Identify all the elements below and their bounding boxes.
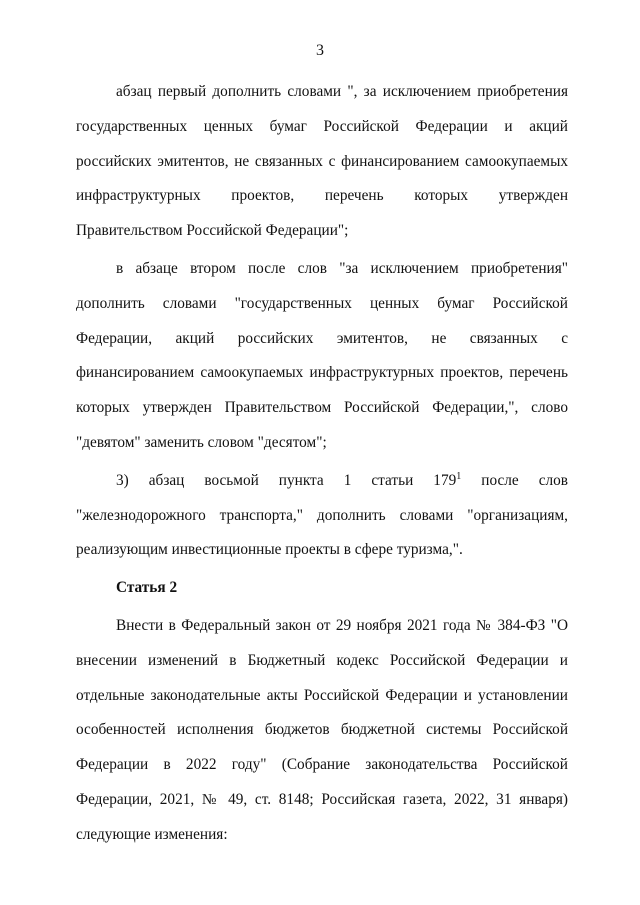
item-3-text-start: 3) абзац восьмой пункта 1 статьи 179	[116, 471, 457, 489]
paragraph-item-3	[76, 464, 568, 568]
article-heading: Статья 2	[116, 579, 178, 597]
item-3-text-end: после слов "железнодорожного транспорта," дополнить словами "организациям, реализующим инвестиционные проекты в сфере туризма,".	[76, 471, 568, 559]
paragraph-amend-second: в абзаце втором после слов "за исключением приобретения" дополнить словами "государственных ценных бумаг Российской Федерации, акций российских эмитентов, не связанных с финансированием самоокупаемых инфраструктурных проектов, перечень которых утвержден Правительством Российской Федерации,", слово "девятом" заменить словом "десятом";	[76, 259, 568, 451]
page-number: 3	[316, 42, 324, 59]
document-body	[76, 75, 568, 856]
paragraph-amend-first: абзац первый дополнить словами ", за исключением приобретения государственных ценных бумаг Российской Федерации и акций российских эмитентов, не связанных с финансированием самоокупаемых инфраструктурных проектов, перечень которых утвержден Правительством Российской Федерации";	[76, 83, 568, 240]
item-3-superscript: 1	[456, 470, 462, 482]
article-paragraph: Внести в Федеральный закон от 29 ноября 2021 года № 384-ФЗ "О внесении изменений в Бюджетный кодекс Российской Федерации и отдельные законодательные акты Российской Федерации и установлении особенностей исполнения бюджетов бюджетной системы Российской Федерации в 2022 году" (Собрание законодательства Российской Федерации, 2021, № 49, ст. 8148; Российская газета, 2022, 31 января) следующие изменения:	[76, 616, 568, 843]
